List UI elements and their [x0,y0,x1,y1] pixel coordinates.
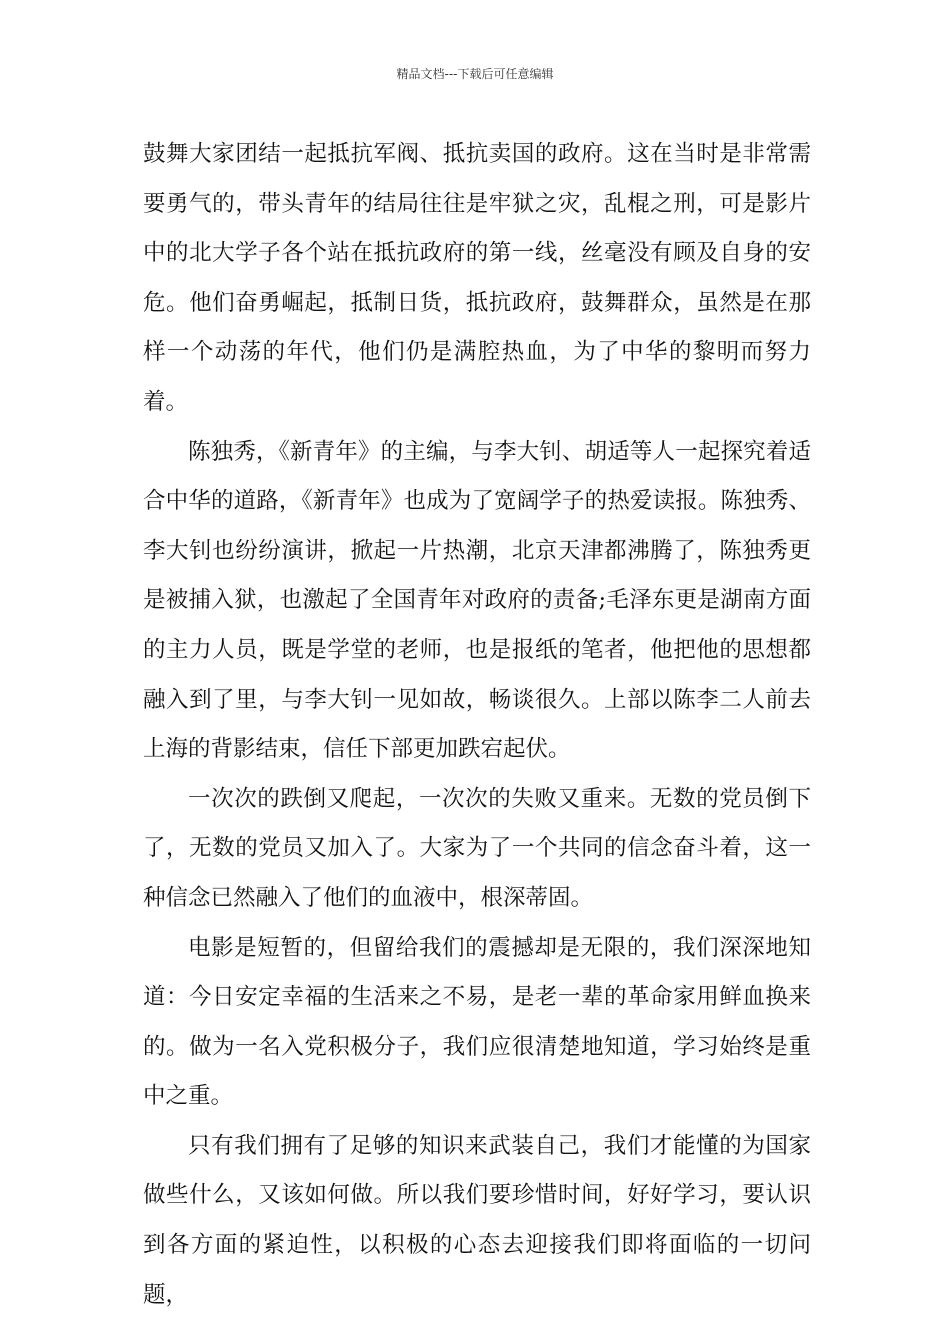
paragraph-2: 陈独秀，《新青年》的主编，与李大钊、胡适等人一起探究着适合中华的道路，《新青年》也成为了宽阔学子的热爱读报。陈独秀、李大钊也纷纷演讲，掀起一片热潮，北京天津都沸腾了，陈独秀更是被捕入狱，也激起了全国青年对政府的责备;毛泽东更是湖南方面的主力人员，既是学堂的老师，也是报纸的笔者，他把他的思想都融入到了里，与李大钊一见如故，畅谈很久。上部以陈李二人前去上海的背影结束，信任下部更加跌宕起伏。 [143,438,811,763]
paragraph-3: 一次次的跌倒又爬起，一次次的失败又重来。无数的党员倒下了，无数的党员又加入了。大家为了一个共同的信念奋斗着，这一种信念已然融入了他们的血液中，根深蒂固。 [143,785,811,911]
paragraph-5: 只有我们拥有了足够的知识来武装自己，我们才能懂的为国家做些什么，又该如何做。所以我们要珍惜时间，好好学习，要认识到各方面的紧迫性，以积极的心态去迎接我们即将面临的一切问题， [143,1132,811,1308]
paragraph-1: 鼓舞大家团结一起抵抗军阀、抵抗卖国的政府。这在当时是非常需要勇气的，带头青年的结局往往是牢狱之灾，乱棍之刑，可是影片中的北大学子各个站在抵抗政府的第一线，丝毫没有顾及自身的安危。他们奋勇崛起，抵制日货，抵抗政府，鼓舞群众，虽然是在那样一个动荡的年代，他们仍是满腔热血，为了中华的黎明而努力着。 [143,141,811,415]
page-header: 精品文档---下载后可任意编辑 [396,67,554,81]
paragraph-4: 电影是短暂的，但留给我们的震撼却是无限的，我们深深地知道：今日安定幸福的生活来之不易，是老一辈的革命家用鲜血换来的。做为一名入党积极分子，我们应很清楚地知道，学习始终是重中之重。 [143,934,811,1110]
document-body [143,130,811,1320]
